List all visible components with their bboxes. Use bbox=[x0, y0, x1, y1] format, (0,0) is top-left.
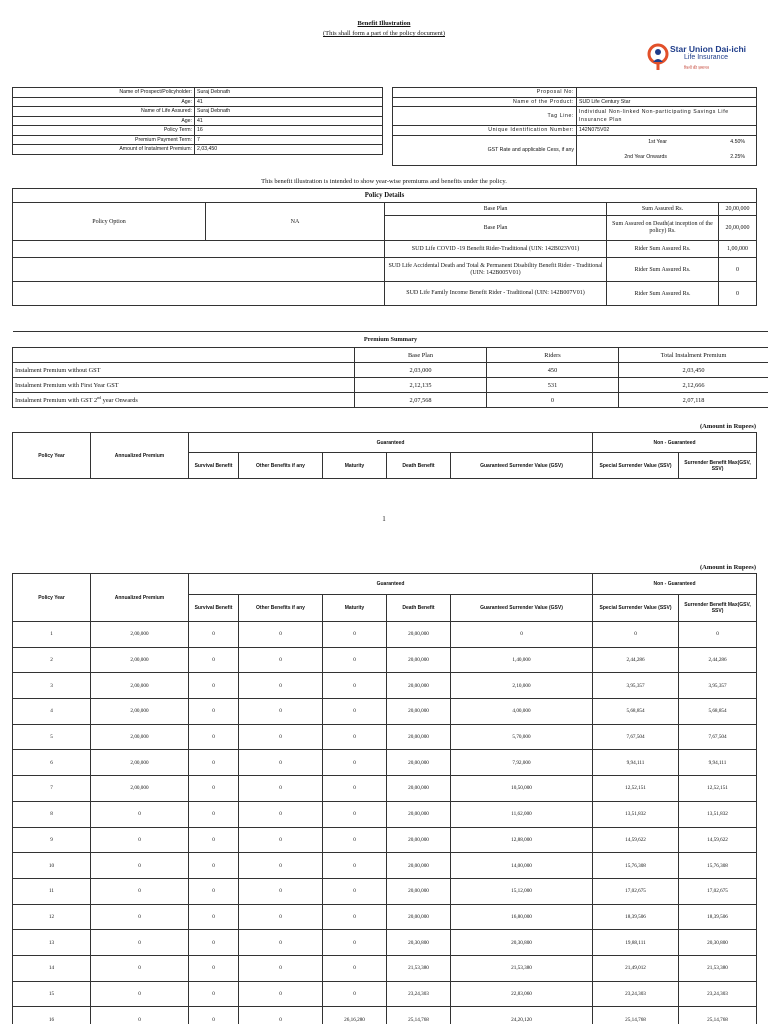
policy-year-cell: 15 bbox=[13, 981, 91, 1007]
info-row bbox=[13, 88, 383, 98]
death-benefit-cell: 20,00,000 bbox=[387, 622, 451, 648]
policy-year-cell: 13 bbox=[13, 930, 91, 956]
col-other-benefits: Other Benefits if any bbox=[239, 595, 323, 622]
proposal-no-value bbox=[577, 88, 757, 98]
table-row bbox=[13, 878, 757, 904]
gsv-cell: 15,12,000 bbox=[451, 878, 593, 904]
annualized-premium-cell: 2,00,000 bbox=[91, 622, 189, 648]
gsv-cell: 16,80,000 bbox=[451, 904, 593, 930]
premium-row bbox=[13, 363, 768, 378]
premium-row-label-pre: Instalment Premium with GST 2 bbox=[15, 397, 98, 405]
rider-name: SUD Life Accidental Death and Total & Permanent Disability Benefit Rider - Traditional (UIN: 142B005V01) bbox=[385, 258, 607, 282]
col-annualized-premium: Annualized Premium bbox=[91, 433, 189, 479]
table-row bbox=[13, 647, 757, 673]
annualized-premium-cell: 2,00,000 bbox=[91, 647, 189, 673]
death-benefit-cell: 20,00,000 bbox=[387, 878, 451, 904]
maturity-cell: 0 bbox=[323, 699, 387, 725]
death-benefit-cell: 20,00,000 bbox=[387, 750, 451, 776]
prospect-info-table bbox=[12, 87, 383, 155]
death-benefit-cell: 20,00,000 bbox=[387, 724, 451, 750]
policy-year-cell: 8 bbox=[13, 801, 91, 827]
maturity-cell: 0 bbox=[323, 750, 387, 776]
surrender-benefit-cell: 3,95,357 bbox=[679, 673, 757, 699]
premium-base: 2,07,568 bbox=[355, 393, 487, 408]
gsv-cell: 20,30,800 bbox=[451, 930, 593, 956]
table-row bbox=[13, 1007, 757, 1024]
surrender-benefit-cell: 7,67,504 bbox=[679, 724, 757, 750]
other-benefits-cell: 0 bbox=[239, 622, 323, 648]
document-subtitle: (This shall form a part of the policy document) bbox=[322, 30, 446, 37]
premium-summary-table bbox=[12, 331, 768, 408]
policy-year-cell: 9 bbox=[13, 827, 91, 853]
table-row bbox=[13, 622, 757, 648]
tagline-label: Tag Line: bbox=[393, 107, 577, 126]
maturity-cell: 0 bbox=[323, 647, 387, 673]
info-row bbox=[393, 107, 757, 126]
premium-summary-title: Premium Summary bbox=[13, 332, 768, 348]
policy-details-title: Policy Details bbox=[13, 189, 757, 203]
other-benefits-cell: 0 bbox=[239, 981, 323, 1007]
benefit-table-body bbox=[13, 622, 757, 1024]
info-value: Suraj Debnath bbox=[195, 88, 383, 98]
other-benefits-cell: 0 bbox=[239, 776, 323, 802]
gsv-cell: 4,00,000 bbox=[451, 699, 593, 725]
policy-details-table bbox=[12, 188, 757, 306]
premium-summary-title-row bbox=[13, 332, 768, 348]
col-surrender-benefit: Surrender Benefit Max(GSV, SSV) bbox=[679, 453, 757, 479]
group-guaranteed: Guaranteed bbox=[189, 574, 593, 595]
info-row bbox=[13, 145, 383, 155]
info-label: Name of Life Assured: bbox=[13, 107, 195, 117]
ssv-cell: 0 bbox=[593, 622, 679, 648]
gsv-cell: 1,40,000 bbox=[451, 647, 593, 673]
survival-benefit-cell: 0 bbox=[189, 724, 239, 750]
premium-total: 2,03,450 bbox=[619, 363, 768, 378]
rider-row bbox=[13, 258, 757, 282]
info-value: 41 bbox=[195, 116, 383, 126]
table-row bbox=[13, 955, 757, 981]
ssv-cell: 21,49,012 bbox=[593, 955, 679, 981]
other-benefits-cell: 0 bbox=[239, 750, 323, 776]
col-survival-benefit: Survival Benefit bbox=[189, 453, 239, 479]
logo-brand-text: Star Union Dai-ichi bbox=[670, 44, 747, 54]
col-ssv: Special Surrender Value (SSV) bbox=[593, 595, 679, 622]
premium-summary-header-row bbox=[13, 348, 768, 363]
policy-option-label: Policy Option bbox=[13, 203, 206, 241]
table-row bbox=[13, 776, 757, 802]
gst-second-value: 2.25% bbox=[730, 153, 745, 160]
premium-total: 2,12,666 bbox=[619, 378, 768, 393]
other-benefits-cell: 0 bbox=[239, 904, 323, 930]
death-benefit-cell: 20,00,000 bbox=[387, 673, 451, 699]
maturity-cell: 26,16,280 bbox=[323, 1007, 387, 1024]
policy-year-cell: 5 bbox=[13, 724, 91, 750]
survival-benefit-cell: 0 bbox=[189, 853, 239, 879]
survival-benefit-cell: 0 bbox=[189, 827, 239, 853]
maturity-cell: 0 bbox=[323, 673, 387, 699]
gst-values bbox=[577, 135, 757, 165]
maturity-cell: 0 bbox=[323, 981, 387, 1007]
company-logo bbox=[640, 42, 758, 78]
info-value: 7 bbox=[195, 135, 383, 145]
surrender-benefit-cell: 14,59,622 bbox=[679, 827, 757, 853]
rider-row bbox=[13, 282, 757, 306]
info-row bbox=[13, 126, 383, 136]
col-maturity: Maturity bbox=[323, 595, 387, 622]
death-benefit-cell: 20,00,000 bbox=[387, 647, 451, 673]
benefit-table-header-page1 bbox=[12, 432, 757, 479]
group-non-guaranteed: Non - Guaranteed bbox=[593, 433, 757, 453]
surrender-benefit-cell: 18,39,506 bbox=[679, 904, 757, 930]
col-maturity: Maturity bbox=[323, 453, 387, 479]
base-plan-label: Base Plan bbox=[385, 216, 607, 241]
death-benefit-cell: 23,24,303 bbox=[387, 981, 451, 1007]
survival-benefit-cell: 0 bbox=[189, 801, 239, 827]
annualized-premium-cell: 0 bbox=[91, 1007, 189, 1024]
page-number: 1 bbox=[382, 515, 386, 523]
death-benefit-cell: 20,00,000 bbox=[387, 699, 451, 725]
survival-benefit-cell: 0 bbox=[189, 776, 239, 802]
rider-row bbox=[13, 241, 757, 258]
info-label: Name of Prospect/Policyholder: bbox=[13, 88, 195, 98]
table-row bbox=[13, 853, 757, 879]
amount-note: (Amount in Rupees) bbox=[700, 423, 756, 430]
survival-benefit-cell: 0 bbox=[189, 673, 239, 699]
benefit-group-row bbox=[13, 574, 757, 595]
other-benefits-cell: 0 bbox=[239, 878, 323, 904]
maturity-cell: 0 bbox=[323, 853, 387, 879]
table-row bbox=[13, 673, 757, 699]
premium-row-label: Instalment Premium without GST bbox=[13, 363, 355, 378]
info-row bbox=[393, 88, 757, 98]
gsv-cell: 12,88,000 bbox=[451, 827, 593, 853]
other-benefits-cell: 0 bbox=[239, 699, 323, 725]
ssv-cell: 5,68,854 bbox=[593, 699, 679, 725]
info-row bbox=[13, 135, 383, 145]
proposal-no-label: Proposal No: bbox=[393, 88, 577, 98]
surrender-benefit-cell: 21,53,380 bbox=[679, 955, 757, 981]
info-label: Policy Term: bbox=[13, 126, 195, 136]
table-row bbox=[13, 930, 757, 956]
table-row bbox=[13, 904, 757, 930]
policy-option-row bbox=[13, 203, 757, 216]
info-row bbox=[393, 135, 757, 165]
surrender-benefit-cell: 0 bbox=[679, 622, 757, 648]
ssv-cell: 9,94,111 bbox=[593, 750, 679, 776]
annualized-premium-cell: 0 bbox=[91, 878, 189, 904]
col-gsv: Guaranteed Surrender Value (GSV) bbox=[451, 453, 593, 479]
other-benefits-cell: 0 bbox=[239, 930, 323, 956]
death-benefit-cell: 20,00,000 bbox=[387, 801, 451, 827]
policy-year-cell: 2 bbox=[13, 647, 91, 673]
ssv-cell: 18,39,506 bbox=[593, 904, 679, 930]
annualized-premium-cell: 2,00,000 bbox=[91, 750, 189, 776]
maturity-cell: 0 bbox=[323, 724, 387, 750]
sum-assured-value: 20,00,000 bbox=[719, 203, 757, 216]
logo-emblem-icon bbox=[644, 42, 672, 72]
premium-base: 2,03,000 bbox=[355, 363, 487, 378]
info-label: Age: bbox=[13, 97, 195, 107]
other-benefits-cell: 0 bbox=[239, 801, 323, 827]
annualized-premium-cell: 2,00,000 bbox=[91, 699, 189, 725]
col-gsv: Guaranteed Surrender Value (GSV) bbox=[451, 595, 593, 622]
survival-benefit-cell: 0 bbox=[189, 1007, 239, 1024]
survival-benefit-cell: 0 bbox=[189, 622, 239, 648]
info-label: Age: bbox=[13, 116, 195, 126]
policy-year-cell: 10 bbox=[13, 853, 91, 879]
annualized-premium-cell: 2,00,000 bbox=[91, 673, 189, 699]
premium-riders: 0 bbox=[487, 393, 619, 408]
col-annualized-premium: Annualized Premium bbox=[91, 574, 189, 622]
gst-first-label: 1st Year bbox=[648, 139, 667, 145]
survival-benefit-cell: 0 bbox=[189, 930, 239, 956]
policy-details-title-row bbox=[13, 189, 757, 203]
surrender-benefit-cell: 2,44,286 bbox=[679, 647, 757, 673]
gsv-cell: 10,50,000 bbox=[451, 776, 593, 802]
ssv-cell: 19,88,111 bbox=[593, 930, 679, 956]
policy-year-cell: 6 bbox=[13, 750, 91, 776]
col-total: Total Instalment Premium bbox=[619, 348, 768, 363]
policy-option-value: NA bbox=[206, 203, 385, 241]
surrender-benefit-cell: 15,76,308 bbox=[679, 853, 757, 879]
maturity-cell: 0 bbox=[323, 904, 387, 930]
rider-sum-value: 0 bbox=[719, 282, 757, 306]
table-row bbox=[13, 827, 757, 853]
policy-year-cell: 16 bbox=[13, 1007, 91, 1024]
info-row bbox=[393, 126, 757, 136]
annualized-premium-cell: 0 bbox=[91, 853, 189, 879]
surrender-benefit-cell: 12,52,151 bbox=[679, 776, 757, 802]
col-surrender-benefit: Surrender Benefit Max(GSV, SSV) bbox=[679, 595, 757, 622]
info-row bbox=[13, 107, 383, 117]
premium-row-label-sup: nd bbox=[97, 395, 102, 401]
surrender-benefit-cell: 23,24,303 bbox=[679, 981, 757, 1007]
annualized-premium-cell: 0 bbox=[91, 955, 189, 981]
col-survival-benefit: Survival Benefit bbox=[189, 595, 239, 622]
sum-death-value: 20,00,000 bbox=[719, 216, 757, 241]
annualized-premium-cell: 0 bbox=[91, 930, 189, 956]
annualized-premium-cell: 0 bbox=[91, 827, 189, 853]
product-label: Name of the Product: bbox=[393, 97, 577, 107]
benefit-table bbox=[12, 573, 757, 1024]
survival-benefit-cell: 0 bbox=[189, 699, 239, 725]
col-other-benefits: Other Benefits if any bbox=[239, 453, 323, 479]
rider-name: SUD Life COVID -19 Benefit Rider-Traditional (UIN: 142B023V01) bbox=[385, 241, 607, 258]
survival-benefit-cell: 0 bbox=[189, 955, 239, 981]
uin-value: 142N075V02 bbox=[577, 126, 757, 136]
uin-label: Unique Identification Number: bbox=[393, 126, 577, 136]
info-value: 2,03,450 bbox=[195, 145, 383, 155]
document-title: Benefit Illustration bbox=[357, 20, 411, 27]
policy-year-cell: 11 bbox=[13, 878, 91, 904]
col-death-benefit: Death Benefit bbox=[387, 453, 451, 479]
premium-row bbox=[13, 378, 768, 393]
ssv-cell: 15,76,308 bbox=[593, 853, 679, 879]
table-row bbox=[13, 981, 757, 1007]
rider-sum-label: Rider Sum Assured Rs. bbox=[607, 258, 719, 282]
col-ssv: Special Surrender Value (SSV) bbox=[593, 453, 679, 479]
gst-first-value: 4.50% bbox=[730, 139, 745, 145]
info-value: 16 bbox=[195, 126, 383, 136]
premium-riders: 531 bbox=[487, 378, 619, 393]
premium-base: 2,12,135 bbox=[355, 378, 487, 393]
col-base-plan: Base Plan bbox=[355, 348, 487, 363]
base-plan-label: Base Plan bbox=[385, 203, 607, 216]
maturity-cell: 0 bbox=[323, 930, 387, 956]
surrender-benefit-cell: 25,14,768 bbox=[679, 1007, 757, 1024]
policy-year-cell: 12 bbox=[13, 904, 91, 930]
ssv-cell: 14,59,622 bbox=[593, 827, 679, 853]
ssv-cell: 25,14,768 bbox=[593, 1007, 679, 1024]
rider-sum-label: Rider Sum Assured Rs. bbox=[607, 282, 719, 306]
gsv-cell: 7,92,000 bbox=[451, 750, 593, 776]
ssv-cell: 2,44,286 bbox=[593, 647, 679, 673]
premium-row-label: Instalment Premium with First Year GST bbox=[13, 378, 355, 393]
col-death-benefit: Death Benefit bbox=[387, 595, 451, 622]
gst-second-label: 2nd Year Onwards bbox=[624, 153, 667, 160]
premium-total: 2,07,118 bbox=[619, 393, 768, 408]
annualized-premium-cell: 2,00,000 bbox=[91, 724, 189, 750]
intro-text: This benefit illustration is intended to show year-wise premiums and benefits under the policy. bbox=[261, 178, 507, 185]
gsv-cell: 0 bbox=[451, 622, 593, 648]
rider-sum-value: 0 bbox=[719, 258, 757, 282]
col-policy-year: Policy Year bbox=[13, 574, 91, 622]
col-policy-year: Policy Year bbox=[13, 433, 91, 479]
premium-row bbox=[13, 393, 768, 408]
rider-sum-value: 1,00,000 bbox=[719, 241, 757, 258]
product-value: SUD Life Century Star bbox=[577, 97, 757, 107]
maturity-cell: 0 bbox=[323, 955, 387, 981]
table-row bbox=[13, 724, 757, 750]
death-benefit-cell: 20,30,800 bbox=[387, 930, 451, 956]
death-benefit-cell: 20,00,000 bbox=[387, 853, 451, 879]
gsv-cell: 11,62,000 bbox=[451, 801, 593, 827]
col-riders: Riders bbox=[487, 348, 619, 363]
policy-year-cell: 4 bbox=[13, 699, 91, 725]
other-benefits-cell: 0 bbox=[239, 1007, 323, 1024]
info-row bbox=[393, 97, 757, 107]
death-benefit-cell: 20,00,000 bbox=[387, 827, 451, 853]
info-value: Suraj Debnath bbox=[195, 107, 383, 117]
proposal-info-table bbox=[392, 87, 757, 166]
ssv-cell: 17,02,675 bbox=[593, 878, 679, 904]
logo-product-line: Life Insurance bbox=[684, 54, 728, 61]
annualized-premium-cell: 2,00,000 bbox=[91, 776, 189, 802]
other-benefits-cell: 0 bbox=[239, 853, 323, 879]
tagline-value: Individual Non-linked Non-participating Savings Life Insurance Plan bbox=[577, 107, 757, 126]
group-guaranteed: Guaranteed bbox=[189, 433, 593, 453]
policy-year-cell: 1 bbox=[13, 622, 91, 648]
maturity-cell: 0 bbox=[323, 801, 387, 827]
gsv-cell: 21,53,380 bbox=[451, 955, 593, 981]
annualized-premium-cell: 0 bbox=[91, 904, 189, 930]
annualized-premium-cell: 0 bbox=[91, 801, 189, 827]
death-benefit-cell: 25,14,768 bbox=[387, 1007, 451, 1024]
survival-benefit-cell: 0 bbox=[189, 647, 239, 673]
gsv-cell: 14,00,000 bbox=[451, 853, 593, 879]
death-benefit-cell: 20,00,000 bbox=[387, 904, 451, 930]
amount-note: (Amount in Rupees) bbox=[700, 564, 756, 571]
premium-riders: 450 bbox=[487, 363, 619, 378]
benefit-group-row bbox=[13, 433, 757, 453]
surrender-benefit-cell: 17,02,675 bbox=[679, 878, 757, 904]
death-benefit-cell: 21,53,380 bbox=[387, 955, 451, 981]
info-label: Amount of Instalment Premium: bbox=[13, 145, 195, 155]
gsv-cell: 2,10,000 bbox=[451, 673, 593, 699]
rider-name: SUD Life Family Income Benefit Rider - Traditional (UIN: 142B007V01) bbox=[385, 282, 607, 306]
surrender-benefit-cell: 20,30,800 bbox=[679, 930, 757, 956]
info-value: 41 bbox=[195, 97, 383, 107]
logo-tagline: रिश्तों की ज़मानत bbox=[684, 65, 709, 70]
other-benefits-cell: 0 bbox=[239, 647, 323, 673]
ssv-cell: 7,67,504 bbox=[593, 724, 679, 750]
survival-benefit-cell: 0 bbox=[189, 904, 239, 930]
premium-row-label bbox=[13, 393, 355, 408]
sum-assured-label: Sum Assured Rs. bbox=[607, 203, 719, 216]
info-label: Premium Payment Term: bbox=[13, 135, 195, 145]
table-row bbox=[13, 801, 757, 827]
ssv-cell: 23,24,303 bbox=[593, 981, 679, 1007]
table-row bbox=[13, 750, 757, 776]
maturity-cell: 0 bbox=[323, 878, 387, 904]
gsv-cell: 22,83,060 bbox=[451, 981, 593, 1007]
group-non-guaranteed: Non - Guaranteed bbox=[593, 574, 757, 595]
gsv-cell: 24,20,120 bbox=[451, 1007, 593, 1024]
death-benefit-cell: 20,00,000 bbox=[387, 776, 451, 802]
other-benefits-cell: 0 bbox=[239, 724, 323, 750]
sum-death-label: Sum Assured on Death(at inception of the policy) Rs. bbox=[607, 216, 719, 241]
other-benefits-cell: 0 bbox=[239, 673, 323, 699]
annualized-premium-cell: 0 bbox=[91, 981, 189, 1007]
surrender-benefit-cell: 9,94,111 bbox=[679, 750, 757, 776]
policy-year-cell: 14 bbox=[13, 955, 91, 981]
ssv-cell: 12,52,151 bbox=[593, 776, 679, 802]
ssv-cell: 13,51,832 bbox=[593, 801, 679, 827]
premium-row-label-post: year Onwards bbox=[101, 397, 138, 405]
policy-year-cell: 7 bbox=[13, 776, 91, 802]
gst-label: GST Rate and applicable Cess, if any bbox=[393, 135, 577, 165]
info-row bbox=[13, 97, 383, 107]
maturity-cell: 0 bbox=[323, 776, 387, 802]
survival-benefit-cell: 0 bbox=[189, 750, 239, 776]
surrender-benefit-cell: 13,51,832 bbox=[679, 801, 757, 827]
maturity-cell: 0 bbox=[323, 622, 387, 648]
gsv-cell: 5,70,000 bbox=[451, 724, 593, 750]
table-row bbox=[13, 699, 757, 725]
ssv-cell: 3,95,357 bbox=[593, 673, 679, 699]
info-row bbox=[13, 116, 383, 126]
survival-benefit-cell: 0 bbox=[189, 981, 239, 1007]
surrender-benefit-cell: 5,68,854 bbox=[679, 699, 757, 725]
survival-benefit-cell: 0 bbox=[189, 878, 239, 904]
rider-sum-label: Rider Sum Assured Rs. bbox=[607, 241, 719, 258]
policy-year-cell: 3 bbox=[13, 673, 91, 699]
other-benefits-cell: 0 bbox=[239, 955, 323, 981]
other-benefits-cell: 0 bbox=[239, 827, 323, 853]
maturity-cell: 0 bbox=[323, 827, 387, 853]
